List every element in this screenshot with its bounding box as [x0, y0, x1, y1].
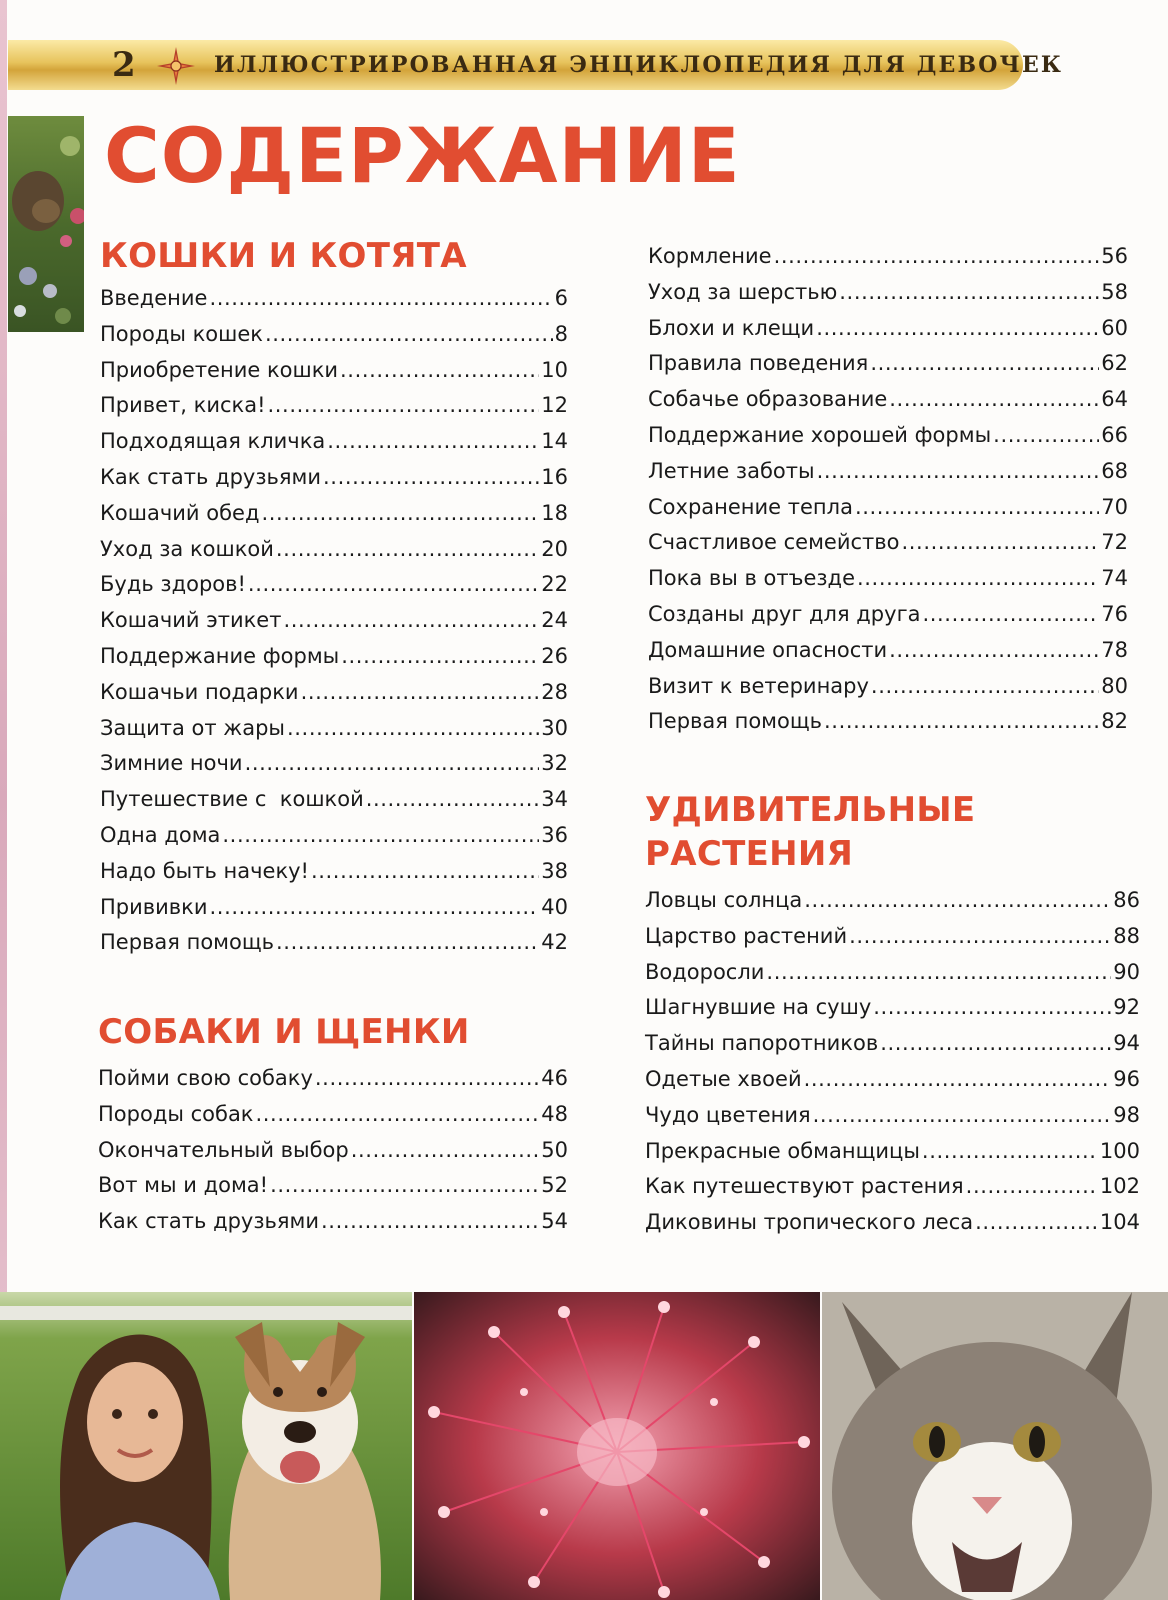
toc-entry-label: Правила поведения	[648, 351, 869, 376]
toc-entry	[648, 566, 1128, 602]
dot-leader	[301, 680, 540, 704]
toc-entry-page: 12	[541, 393, 568, 418]
toc-entry-label: Поддержание формы	[100, 643, 340, 668]
toc-entry-page: 34	[541, 787, 568, 812]
toc-entry-label: Надо быть начеку!	[100, 858, 309, 883]
dot-leader	[248, 572, 539, 596]
dot-leader	[824, 709, 1099, 733]
toc-entry-label: Шагнувшие на сушу	[645, 995, 872, 1020]
dot-leader	[321, 1209, 539, 1233]
toc-entry-page: 78	[1101, 637, 1128, 662]
dot-leader	[340, 358, 539, 382]
dot-leader	[276, 537, 539, 561]
toc-entry-page: 46	[541, 1066, 568, 1090]
toc-entry-page: 14	[541, 429, 568, 454]
toc-entry	[648, 495, 1128, 531]
toc-entry-label: Тайны папоротников	[645, 1031, 879, 1056]
toc-entry	[645, 1067, 1140, 1103]
toc-entry-page: 48	[541, 1101, 568, 1126]
toc-entry	[98, 1173, 568, 1209]
toc-entry	[100, 859, 568, 895]
dot-leader	[270, 1173, 539, 1197]
dot-leader	[857, 566, 1099, 590]
dot-leader	[804, 888, 1111, 912]
series-title: ИЛЛЮСТРИРОВАННАЯ ЭНЦИКЛОПЕДИЯ ДЛЯ ДЕВОЧЕК	[214, 52, 1064, 78]
dot-leader	[966, 1174, 1098, 1198]
dot-leader	[975, 1210, 1098, 1234]
toc-entry	[100, 680, 568, 716]
toc-entry	[100, 716, 568, 752]
toc-entry-page: 56	[1101, 244, 1128, 268]
toc-entry-label: Блохи и клещи	[648, 315, 815, 340]
toc-list-plants	[645, 888, 1140, 1246]
toc-entry-label: Кошачий этикет	[100, 608, 282, 633]
toc-entry-page: 98	[1113, 1102, 1140, 1127]
dot-leader	[993, 423, 1099, 447]
toc-entry	[648, 459, 1128, 495]
dot-leader	[871, 674, 1099, 698]
toc-entry-page: 32	[541, 751, 568, 776]
toc-entry	[100, 429, 568, 465]
kitten-photo	[822, 1292, 1168, 1600]
toc-entry	[100, 465, 568, 501]
toc-entry	[98, 1138, 568, 1174]
toc-entry-page: 50	[541, 1137, 568, 1162]
toc-entry	[100, 322, 568, 358]
toc-entry-page: 62	[1101, 351, 1128, 376]
toc-entry-label: Царство растений	[645, 923, 848, 948]
toc-entry-page: 36	[541, 822, 568, 847]
toc-entry	[645, 1210, 1140, 1246]
toc-list-cats	[100, 286, 568, 966]
toc-entry	[100, 286, 568, 322]
toc-entry-page: 70	[1101, 494, 1128, 519]
toc-entry	[98, 1209, 568, 1245]
toc-entry-label: Одна дома	[100, 822, 221, 847]
toc-entry	[645, 1139, 1140, 1175]
toc-entry-page: 64	[1101, 387, 1128, 412]
toc-entry-page: 86	[1113, 888, 1140, 912]
compass-star-icon	[156, 46, 196, 86]
toc-entry-page: 40	[541, 894, 568, 919]
dot-leader	[870, 351, 1099, 375]
toc-entry-label: Чудо цветения	[645, 1102, 811, 1127]
toc-entry-page: 30	[541, 715, 568, 740]
toc-entry-page: 102	[1099, 1174, 1140, 1199]
toc-entry-page: 88	[1113, 923, 1140, 948]
girl-with-dog-photo	[0, 1292, 412, 1600]
toc-entry-label: Первая помощь	[648, 709, 823, 734]
dot-leader	[287, 716, 539, 740]
toc-entry-page: 38	[541, 858, 568, 883]
dot-leader	[922, 1139, 1098, 1163]
toc-entry-label: Сохранение тепла	[648, 494, 853, 519]
toc-entry-page: 42	[541, 930, 568, 955]
toc-entry-page: 76	[1101, 601, 1128, 626]
toc-entry-page: 22	[541, 572, 568, 597]
toc-entry-page: 60	[1101, 315, 1128, 340]
toc-entry	[645, 1031, 1140, 1067]
dot-leader	[817, 459, 1100, 483]
sundew-plant-photo	[414, 1292, 820, 1600]
toc-entry	[645, 995, 1140, 1031]
toc-entry-label: Породы кошек	[100, 321, 263, 346]
toc-entry-page: 28	[541, 679, 568, 704]
dot-leader	[261, 501, 539, 525]
toc-entry-page: 100	[1099, 1138, 1140, 1163]
toc-entry-label: Окончательный выбор	[98, 1137, 349, 1162]
toc-entry-page: 68	[1101, 458, 1128, 483]
toc-entry-page: 80	[1101, 673, 1128, 698]
toc-entry	[645, 960, 1140, 996]
section-title-cats: КОШКИ И КОТЯТА	[100, 236, 467, 276]
toc-entry	[648, 709, 1128, 745]
toc-entry-label: Пойми свою собаку	[98, 1066, 313, 1090]
toc-list-dogs-continued	[648, 244, 1128, 745]
toc-entry-page: 54	[541, 1209, 568, 1234]
toc-entry-page: 8	[554, 321, 568, 346]
toc-entry	[100, 501, 568, 537]
toc-entry-page: 18	[541, 500, 568, 525]
dot-leader	[245, 751, 540, 775]
dot-leader	[276, 930, 539, 954]
dot-leader	[849, 924, 1111, 948]
dot-leader	[813, 1103, 1112, 1127]
dot-leader	[315, 1066, 539, 1090]
toc-entry-label: Ловцы солнца	[645, 888, 803, 912]
toc-entry-label: Как путешествуют растения	[645, 1174, 964, 1199]
toc-entry-label: Будь здоров!	[100, 572, 246, 597]
page-number: 2	[112, 45, 136, 85]
dot-leader	[889, 638, 1099, 662]
toc-entry	[648, 638, 1128, 674]
toc-entry-label: Вот мы и дома!	[98, 1173, 269, 1198]
garden-flowers-photo	[8, 116, 84, 332]
toc-entry-page: 6	[554, 286, 568, 310]
toc-entry-label: Введение	[100, 286, 208, 310]
dot-leader	[210, 895, 540, 919]
toc-entry-page: 10	[541, 357, 568, 382]
toc-entry-label: Как стать друзьями	[98, 1209, 320, 1234]
toc-entry-label: Одетые хвоей	[645, 1066, 802, 1091]
toc-entry	[645, 1103, 1140, 1139]
toc-entry	[648, 530, 1128, 566]
dot-leader	[804, 1067, 1112, 1091]
toc-entry	[100, 787, 568, 823]
toc-entry-label: Подходящая кличка	[100, 429, 326, 454]
toc-list-dogs	[98, 1066, 568, 1245]
toc-entry	[645, 1174, 1140, 1210]
toc-entry-label: Первая помощь	[100, 930, 275, 955]
toc-entry-label: Уход за шерстью	[648, 279, 838, 304]
section-title-plants-line1: УДИВИТЕЛЬНЫЕ	[645, 790, 976, 830]
toc-entry-label: Пока вы в отъезде	[648, 566, 855, 591]
toc-entry-page: 52	[541, 1173, 568, 1198]
toc-entry-label: Кошачий обед	[100, 500, 260, 525]
toc-entry-label: Кормление	[648, 244, 772, 268]
toc-entry-page: 26	[541, 643, 568, 668]
toc-entry-label: Зимние ночи	[100, 751, 243, 776]
toc-entry	[645, 888, 1140, 924]
toc-entry	[100, 895, 568, 931]
toc-entry-label: Прививки	[100, 894, 208, 919]
toc-entry	[648, 244, 1128, 280]
toc-entry	[648, 280, 1128, 316]
toc-entry-label: Породы собак	[98, 1101, 254, 1126]
toc-entry-label: Приобретение кошки	[100, 357, 339, 382]
toc-entry	[648, 387, 1128, 423]
section-title-dogs: СОБАКИ И ЩЕНКИ	[98, 1012, 470, 1052]
dot-leader	[880, 1031, 1111, 1055]
toc-entry-page: 58	[1101, 279, 1128, 304]
dot-leader	[311, 859, 539, 883]
toc-entry	[100, 823, 568, 859]
section-title-plants-line2: РАСТЕНИЯ	[645, 834, 854, 874]
toc-entry	[648, 423, 1128, 459]
dot-leader	[222, 823, 539, 847]
toc-entry-label: Счастливое семейство	[648, 530, 900, 555]
toc-entry	[100, 930, 568, 966]
toc-entry-page: 24	[541, 608, 568, 633]
toc-entry-page: 92	[1113, 995, 1140, 1020]
toc-entry-label: Собачье образование	[648, 387, 888, 412]
dot-leader	[209, 286, 552, 310]
toc-entry-page: 20	[541, 536, 568, 561]
dot-leader	[265, 322, 553, 346]
dot-leader	[889, 387, 1099, 411]
toc-entry-label: Как стать друзьями	[100, 464, 322, 489]
dot-leader	[873, 995, 1111, 1019]
dot-leader	[268, 393, 540, 417]
toc-entry-label: Визит к ветеринару	[648, 673, 869, 698]
toc-entry-label: Уход за кошкой	[100, 536, 274, 561]
toc-entry	[100, 358, 568, 394]
toc-entry	[100, 537, 568, 573]
dot-leader	[766, 960, 1111, 984]
toc-entry	[100, 751, 568, 787]
toc-entry-page: 66	[1101, 422, 1128, 447]
toc-entry	[648, 602, 1128, 638]
toc-entry-label: Домашние опасности	[648, 637, 888, 662]
dot-leader	[839, 280, 1099, 304]
dot-leader	[351, 1138, 540, 1162]
toc-entry	[98, 1102, 568, 1138]
toc-entry	[100, 393, 568, 429]
toc-entry	[100, 572, 568, 608]
dot-leader	[902, 530, 1100, 554]
toc-entry	[648, 674, 1128, 710]
toc-entry-page: 104	[1099, 1210, 1140, 1235]
toc-entry	[100, 608, 568, 644]
toc-entry-label: Путешествие с кошкой	[100, 787, 364, 812]
toc-entry-page: 94	[1113, 1031, 1140, 1056]
toc-entry-label: Прекрасные обманщицы	[645, 1138, 920, 1163]
toc-entry-label: Защита от жары	[100, 715, 285, 740]
dot-leader	[922, 602, 1099, 626]
toc-entry-page: 16	[541, 464, 568, 489]
dot-leader	[366, 787, 540, 811]
dot-leader	[774, 244, 1100, 268]
toc-entry	[648, 316, 1128, 352]
toc-entry-label: Летние заботы	[648, 458, 815, 483]
toc-entry	[100, 644, 568, 680]
toc-entry-label: Водоросли	[645, 959, 765, 984]
dot-leader	[816, 316, 1099, 340]
dot-leader	[341, 644, 539, 668]
toc-entry-page: 74	[1101, 566, 1128, 591]
toc-entry-page: 96	[1113, 1066, 1140, 1091]
toc-entry-page: 82	[1101, 709, 1128, 734]
toc-entry-label: Привет, киска!	[100, 393, 266, 418]
dot-leader	[323, 465, 539, 489]
page-title: СОДЕРЖАНИЕ	[104, 111, 741, 200]
toc-entry-label: Диковины тропического леса	[645, 1210, 974, 1235]
toc-entry-label: Созданы друг для друга	[648, 601, 921, 626]
toc-entry-page: 72	[1101, 530, 1128, 555]
toc-entry-label: Поддержание хорошей формы	[648, 422, 992, 447]
toc-entry	[98, 1066, 568, 1102]
toc-entry	[648, 351, 1128, 387]
dot-leader	[327, 429, 539, 453]
toc-entry-label: Кошачьи подарки	[100, 679, 299, 704]
dot-leader	[283, 608, 539, 632]
photo-strip	[0, 1292, 1168, 1600]
dot-leader	[256, 1102, 540, 1126]
dot-leader	[855, 495, 1099, 519]
toc-entry-page: 90	[1113, 959, 1140, 984]
toc-entry	[645, 924, 1140, 960]
